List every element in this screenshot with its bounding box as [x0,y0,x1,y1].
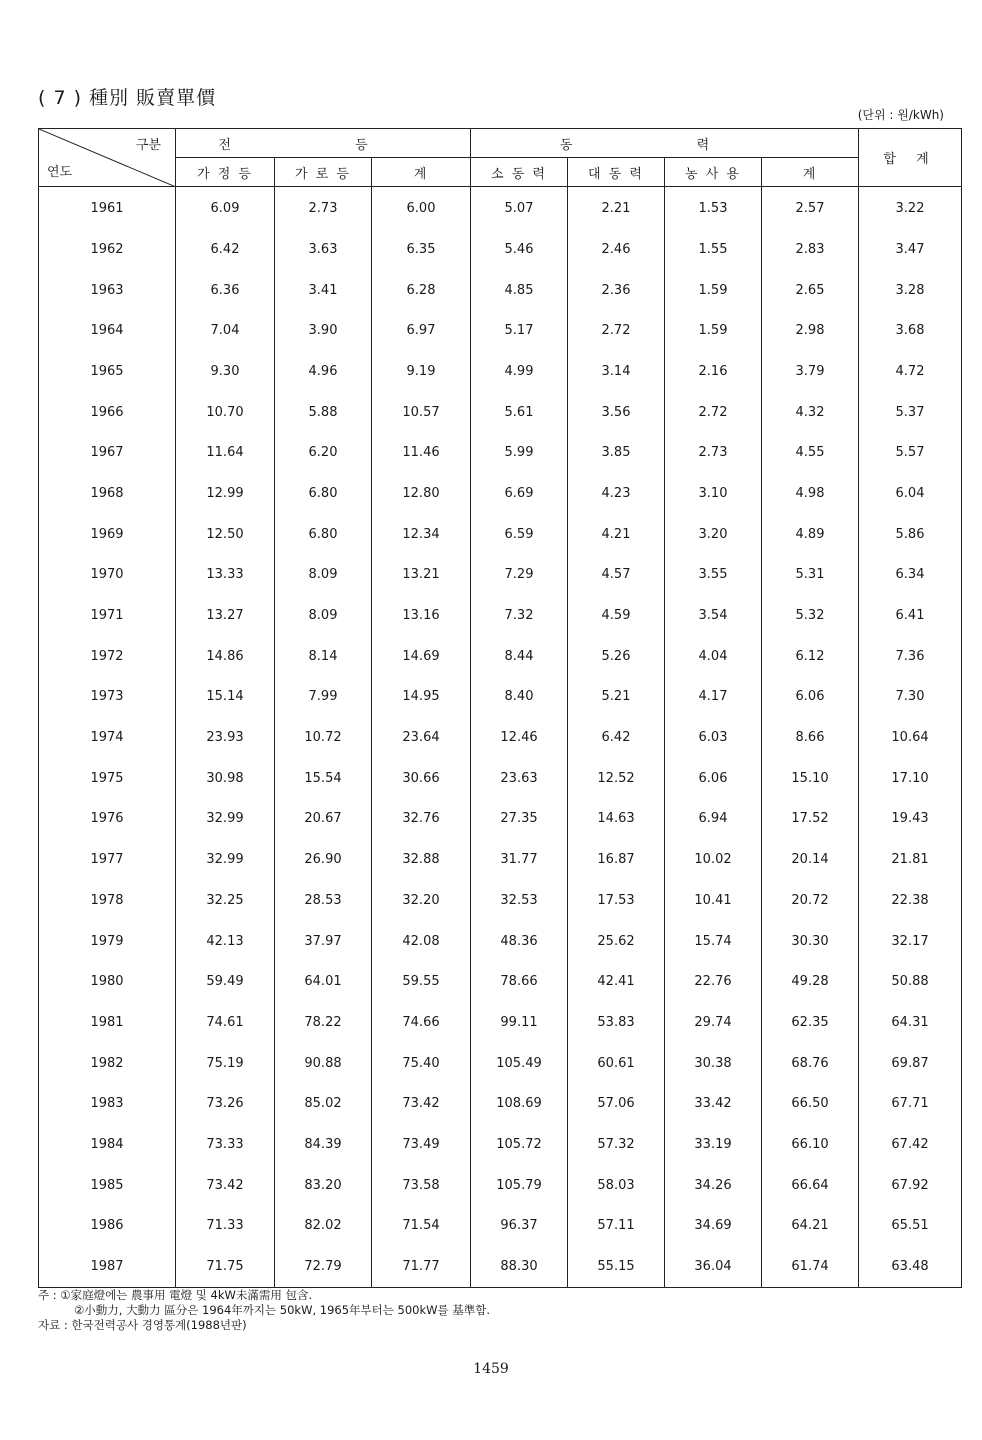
cell-residential: 32.99 [176,839,275,880]
cell-streetlight: 64.01 [275,961,372,1002]
cell-streetlight: 7.99 [275,677,372,718]
table-row [39,270,962,311]
cell-large-power: 4.21 [568,514,665,555]
table-row [39,717,962,758]
cell-large-power: 16.87 [568,839,665,880]
table-row [39,595,962,636]
cell-small-power: 105.72 [471,1124,568,1165]
cell-power-subtotal: 30.30 [762,921,859,962]
cell-power-subtotal: 4.32 [762,392,859,433]
cell-lighting-subtotal: 75.40 [372,1043,471,1084]
cell-year: 1972 [39,636,176,677]
cell-power-subtotal: 4.55 [762,432,859,473]
cell-total: 3.28 [859,270,962,311]
table-row [39,961,962,1002]
cell-small-power: 4.85 [471,270,568,311]
cell-lighting-subtotal: 6.35 [372,229,471,270]
cell-residential: 11.64 [176,432,275,473]
cell-power-subtotal: 68.76 [762,1043,859,1084]
cell-lighting-subtotal: 9.19 [372,351,471,392]
cell-year: 1984 [39,1124,176,1165]
cell-year: 1965 [39,351,176,392]
cell-residential: 13.27 [176,595,275,636]
cell-total: 50.88 [859,961,962,1002]
cell-residential: 71.33 [176,1206,275,1247]
cell-total: 67.92 [859,1165,962,1206]
cell-large-power: 2.21 [568,187,665,230]
cell-streetlight: 2.73 [275,187,372,230]
cell-year: 1973 [39,677,176,718]
cell-large-power: 58.03 [568,1165,665,1206]
cell-total: 6.41 [859,595,962,636]
cell-total: 3.22 [859,187,962,230]
source-note: 자료 : 한국전력공사 경영통계(1988년판) [38,1318,247,1332]
table-row [39,555,962,596]
cell-large-power: 4.57 [568,555,665,596]
cell-streetlight: 85.02 [275,1083,372,1124]
cell-lighting-subtotal: 14.69 [372,636,471,677]
footnote-1: 주 : ①家庭燈에는 農事用 電燈 및 4kW未滿需用 包含. [38,1288,313,1302]
cell-streetlight: 8.14 [275,636,372,677]
cell-streetlight: 20.67 [275,799,372,840]
cell-large-power: 57.06 [568,1083,665,1124]
cell-total: 5.37 [859,392,962,433]
cell-agricultural: 36.04 [665,1246,762,1287]
cell-lighting-subtotal: 74.66 [372,1002,471,1043]
cell-residential: 6.36 [176,270,275,311]
cell-streetlight: 8.09 [275,595,372,636]
cell-lighting-subtotal: 42.08 [372,921,471,962]
cell-small-power: 7.32 [471,595,568,636]
cell-small-power: 5.99 [471,432,568,473]
col-header-streetlight: 가 로 등 [275,158,372,187]
cell-residential: 30.98 [176,758,275,799]
cell-large-power: 5.26 [568,636,665,677]
cell-year: 1971 [39,595,176,636]
cell-agricultural: 34.26 [665,1165,762,1206]
cell-residential: 73.42 [176,1165,275,1206]
cell-total: 7.36 [859,636,962,677]
cell-streetlight: 6.80 [275,514,372,555]
cell-total: 6.34 [859,555,962,596]
cell-small-power: 105.79 [471,1165,568,1206]
cell-small-power: 32.53 [471,880,568,921]
cell-lighting-subtotal: 13.21 [372,555,471,596]
cell-residential: 7.04 [176,310,275,351]
cell-power-subtotal: 15.10 [762,758,859,799]
cell-residential: 6.09 [176,187,275,230]
cell-small-power: 6.69 [471,473,568,514]
table-row [39,839,962,880]
cell-agricultural: 3.55 [665,555,762,596]
cell-small-power: 6.59 [471,514,568,555]
page-number: 1459 [473,1361,509,1377]
cell-power-subtotal: 66.64 [762,1165,859,1206]
cell-small-power: 12.46 [471,717,568,758]
cell-lighting-subtotal: 32.76 [372,799,471,840]
category-header: 구분 [135,138,161,153]
cell-lighting-subtotal: 71.77 [372,1246,471,1287]
table-row [39,677,962,718]
cell-large-power: 42.41 [568,961,665,1002]
cell-year: 1983 [39,1083,176,1124]
cell-agricultural: 34.69 [665,1206,762,1247]
cell-residential: 13.33 [176,555,275,596]
cell-large-power: 3.56 [568,392,665,433]
col-header-lighting-subtotal: 계 [372,158,471,187]
cell-lighting-subtotal: 30.66 [372,758,471,799]
cell-lighting-subtotal: 73.58 [372,1165,471,1206]
cell-total: 3.47 [859,229,962,270]
cell-small-power: 48.36 [471,921,568,962]
table-row [39,799,962,840]
table-row [39,1043,962,1084]
table-row [39,514,962,555]
cell-total: 21.81 [859,839,962,880]
cell-lighting-subtotal: 73.49 [372,1124,471,1165]
cell-small-power: 5.46 [471,229,568,270]
year-header: 연도 [47,165,73,180]
cell-large-power: 25.62 [568,921,665,962]
cell-residential: 12.50 [176,514,275,555]
col-header-residential: 가 정 등 [176,158,275,187]
cell-streetlight: 28.53 [275,880,372,921]
cell-small-power: 88.30 [471,1246,568,1287]
cell-residential: 59.49 [176,961,275,1002]
cell-total: 6.04 [859,473,962,514]
table-row [39,1002,962,1043]
cell-year: 1976 [39,799,176,840]
power-group-header: 동 력 [471,129,859,158]
cell-total: 19.43 [859,799,962,840]
cell-total: 63.48 [859,1246,962,1287]
cell-agricultural: 22.76 [665,961,762,1002]
cell-agricultural: 33.42 [665,1083,762,1124]
cell-power-subtotal: 49.28 [762,961,859,1002]
cell-year: 1985 [39,1165,176,1206]
table-row [39,473,962,514]
cell-lighting-subtotal: 13.16 [372,595,471,636]
col-header-small-power: 소 동 력 [471,158,568,187]
cell-large-power: 4.23 [568,473,665,514]
cell-power-subtotal: 4.89 [762,514,859,555]
cell-large-power: 3.85 [568,432,665,473]
cell-small-power: 5.07 [471,187,568,230]
table-row [39,758,962,799]
cell-residential: 32.99 [176,799,275,840]
total-header: 합 계 [859,129,962,187]
cell-year: 1974 [39,717,176,758]
cell-power-subtotal: 66.10 [762,1124,859,1165]
cell-streetlight: 3.41 [275,270,372,311]
table-row [39,1246,962,1287]
cell-residential: 6.42 [176,229,275,270]
cell-lighting-subtotal: 10.57 [372,392,471,433]
cell-large-power: 55.15 [568,1246,665,1287]
cell-agricultural: 1.53 [665,187,762,230]
cell-residential: 75.19 [176,1043,275,1084]
col-header-large-power: 대 동 력 [568,158,665,187]
cell-streetlight: 6.20 [275,432,372,473]
cell-lighting-subtotal: 14.95 [372,677,471,718]
col-header-power-subtotal: 계 [762,158,859,187]
cell-agricultural: 3.54 [665,595,762,636]
cell-year: 1964 [39,310,176,351]
cell-total: 3.68 [859,310,962,351]
cell-large-power: 57.32 [568,1124,665,1165]
cell-power-subtotal: 2.65 [762,270,859,311]
cell-power-subtotal: 2.98 [762,310,859,351]
cell-power-subtotal: 64.21 [762,1206,859,1247]
cell-large-power: 6.42 [568,717,665,758]
cell-agricultural: 6.06 [665,758,762,799]
cell-agricultural: 29.74 [665,1002,762,1043]
cell-agricultural: 33.19 [665,1124,762,1165]
cell-power-subtotal: 17.52 [762,799,859,840]
cell-streetlight: 10.72 [275,717,372,758]
cell-streetlight: 8.09 [275,555,372,596]
cell-agricultural: 3.10 [665,473,762,514]
cell-year: 1979 [39,921,176,962]
cell-residential: 9.30 [176,351,275,392]
cell-year: 1963 [39,270,176,311]
cell-total: 65.51 [859,1206,962,1247]
footnotes [38,1288,490,1333]
cell-large-power: 60.61 [568,1043,665,1084]
cell-agricultural: 6.94 [665,799,762,840]
table-row [39,1124,962,1165]
cell-year: 1968 [39,473,176,514]
cell-year: 1970 [39,555,176,596]
cell-total: 22.38 [859,880,962,921]
cell-total: 32.17 [859,921,962,962]
table-row [39,880,962,921]
cell-year: 1982 [39,1043,176,1084]
cell-streetlight: 84.39 [275,1124,372,1165]
cell-power-subtotal: 2.57 [762,187,859,230]
cell-large-power: 14.63 [568,799,665,840]
cell-residential: 32.25 [176,880,275,921]
cell-small-power: 4.99 [471,351,568,392]
cell-small-power: 105.49 [471,1043,568,1084]
cell-streetlight: 37.97 [275,921,372,962]
cell-year: 1981 [39,1002,176,1043]
cell-lighting-subtotal: 71.54 [372,1206,471,1247]
cell-lighting-subtotal: 32.88 [372,839,471,880]
cell-year: 1978 [39,880,176,921]
cell-total: 4.72 [859,351,962,392]
cell-agricultural: 1.55 [665,229,762,270]
cell-small-power: 8.40 [471,677,568,718]
cell-power-subtotal: 66.50 [762,1083,859,1124]
cell-agricultural: 15.74 [665,921,762,962]
cell-year: 1969 [39,514,176,555]
cell-agricultural: 2.72 [665,392,762,433]
cell-lighting-subtotal: 12.80 [372,473,471,514]
table-row [39,392,962,433]
cell-small-power: 5.17 [471,310,568,351]
table-row [39,310,962,351]
cell-agricultural: 10.02 [665,839,762,880]
cell-power-subtotal: 5.31 [762,555,859,596]
cell-agricultural: 4.17 [665,677,762,718]
table-row [39,1083,962,1124]
table-row [39,1206,962,1247]
table-body [39,187,962,1288]
cell-year: 1961 [39,187,176,230]
cell-total: 67.71 [859,1083,962,1124]
cell-lighting-subtotal: 73.42 [372,1083,471,1124]
table-row [39,351,962,392]
page-title: ( 7 ) 種別 販賣單價 [38,87,217,109]
table-row [39,229,962,270]
cell-streetlight: 78.22 [275,1002,372,1043]
cell-power-subtotal: 61.74 [762,1246,859,1287]
cell-year: 1966 [39,392,176,433]
table-row [39,1165,962,1206]
cell-lighting-subtotal: 59.55 [372,961,471,1002]
cell-residential: 14.86 [176,636,275,677]
cell-agricultural: 30.38 [665,1043,762,1084]
cell-year: 1977 [39,839,176,880]
cell-small-power: 78.66 [471,961,568,1002]
cell-power-subtotal: 20.14 [762,839,859,880]
cell-agricultural: 4.04 [665,636,762,677]
cell-small-power: 27.35 [471,799,568,840]
cell-power-subtotal: 6.06 [762,677,859,718]
cell-streetlight: 90.88 [275,1043,372,1084]
cell-large-power: 4.59 [568,595,665,636]
cell-lighting-subtotal: 23.64 [372,717,471,758]
cell-agricultural: 10.41 [665,880,762,921]
cell-year: 1967 [39,432,176,473]
cell-lighting-subtotal: 11.46 [372,432,471,473]
cell-small-power: 8.44 [471,636,568,677]
cell-streetlight: 5.88 [275,392,372,433]
cell-power-subtotal: 2.83 [762,229,859,270]
cell-large-power: 12.52 [568,758,665,799]
cell-power-subtotal: 20.72 [762,880,859,921]
footnote-2: ②小動力, 大動力 區分은 1964年까지는 50kW, 1965年부터는 500kW를 基準함. [74,1303,491,1317]
cell-agricultural: 1.59 [665,310,762,351]
col-header-agricultural: 농 사 용 [665,158,762,187]
cell-power-subtotal: 3.79 [762,351,859,392]
cell-total: 10.64 [859,717,962,758]
cell-residential: 74.61 [176,1002,275,1043]
cell-small-power: 5.61 [471,392,568,433]
cell-lighting-subtotal: 6.28 [372,270,471,311]
cell-streetlight: 83.20 [275,1165,372,1206]
lighting-group-header: 전 등 [176,129,471,158]
cell-total: 7.30 [859,677,962,718]
cell-residential: 23.93 [176,717,275,758]
cell-large-power: 2.72 [568,310,665,351]
cell-small-power: 96.37 [471,1206,568,1247]
cell-lighting-subtotal: 32.20 [372,880,471,921]
cell-residential: 12.99 [176,473,275,514]
price-table [38,128,962,1288]
cell-small-power: 31.77 [471,839,568,880]
corner-header-cell [39,129,176,187]
cell-small-power: 23.63 [471,758,568,799]
cell-streetlight: 3.90 [275,310,372,351]
cell-agricultural: 1.59 [665,270,762,311]
table-row [39,432,962,473]
cell-streetlight: 6.80 [275,473,372,514]
table-row [39,636,962,677]
cell-large-power: 53.83 [568,1002,665,1043]
cell-residential: 71.75 [176,1246,275,1287]
cell-residential: 10.70 [176,392,275,433]
cell-agricultural: 2.16 [665,351,762,392]
cell-power-subtotal: 8.66 [762,717,859,758]
cell-lighting-subtotal: 12.34 [372,514,471,555]
cell-year: 1987 [39,1246,176,1287]
cell-large-power: 2.36 [568,270,665,311]
cell-power-subtotal: 6.12 [762,636,859,677]
cell-total: 64.31 [859,1002,962,1043]
table-row [39,187,962,230]
unit-label: (단위 : 원/kWh) [857,108,944,122]
cell-lighting-subtotal: 6.97 [372,310,471,351]
cell-streetlight: 82.02 [275,1206,372,1247]
cell-streetlight: 26.90 [275,839,372,880]
cell-streetlight: 72.79 [275,1246,372,1287]
cell-residential: 15.14 [176,677,275,718]
cell-total: 67.42 [859,1124,962,1165]
cell-large-power: 2.46 [568,229,665,270]
cell-large-power: 5.21 [568,677,665,718]
cell-agricultural: 6.03 [665,717,762,758]
cell-streetlight: 15.54 [275,758,372,799]
cell-lighting-subtotal: 6.00 [372,187,471,230]
cell-power-subtotal: 62.35 [762,1002,859,1043]
cell-small-power: 7.29 [471,555,568,596]
cell-agricultural: 2.73 [665,432,762,473]
cell-total: 5.57 [859,432,962,473]
cell-total: 69.87 [859,1043,962,1084]
cell-year: 1986 [39,1206,176,1247]
cell-streetlight: 3.63 [275,229,372,270]
cell-large-power: 3.14 [568,351,665,392]
cell-power-subtotal: 4.98 [762,473,859,514]
cell-power-subtotal: 5.32 [762,595,859,636]
cell-large-power: 17.53 [568,880,665,921]
cell-small-power: 99.11 [471,1002,568,1043]
cell-agricultural: 3.20 [665,514,762,555]
table-row [39,921,962,962]
cell-residential: 73.26 [176,1083,275,1124]
cell-year: 1980 [39,961,176,1002]
cell-total: 17.10 [859,758,962,799]
cell-large-power: 57.11 [568,1206,665,1247]
cell-residential: 73.33 [176,1124,275,1165]
cell-small-power: 108.69 [471,1083,568,1124]
cell-year: 1975 [39,758,176,799]
cell-streetlight: 4.96 [275,351,372,392]
cell-total: 5.86 [859,514,962,555]
cell-residential: 42.13 [176,921,275,962]
cell-year: 1962 [39,229,176,270]
